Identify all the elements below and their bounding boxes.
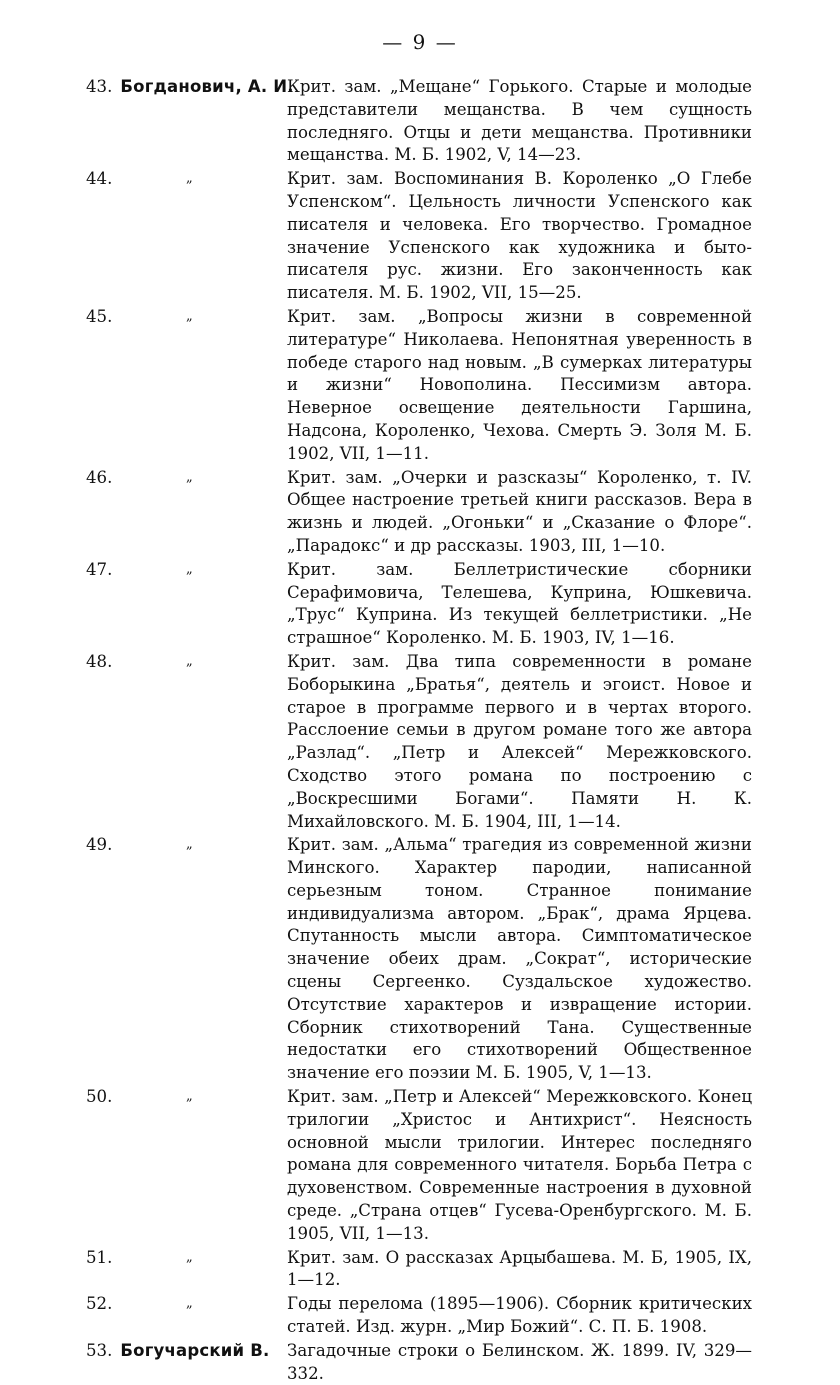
ditto-mark: „ xyxy=(186,837,193,853)
entry-52 xyxy=(0,1293,840,1339)
entry-number: 45. xyxy=(86,306,113,326)
ditto-mark: „ xyxy=(186,1296,193,1312)
entry-number: 49. xyxy=(86,835,113,855)
entry-number: 46. xyxy=(86,467,113,487)
entry-number: 47. xyxy=(86,559,113,579)
ditto-mark: „ xyxy=(186,469,193,485)
entry-number-text: 53. xyxy=(86,1340,113,1360)
entry-50 xyxy=(0,1086,840,1246)
bibliography-list xyxy=(0,76,840,1385)
entry-text: Крит. зам. Воспоминания В. Короленко „О Глебе Успенском“. Цельность личности Успенского как писателя и человека. Его творчество. Громадное значение Успенского как художника и быто-писателя рус. жизни. Его законченность как писателя. М. Б. 1902, VII, 15—25. xyxy=(287,169,752,303)
entry-45 xyxy=(0,306,840,466)
entry-47 xyxy=(0,559,840,650)
entry-number: 48. xyxy=(86,651,113,671)
ditto-mark: „ xyxy=(186,561,193,577)
ditto-mark: „ xyxy=(186,1249,193,1265)
entry-text: Крит. зам. „Альма“ трагедия из современной жизни Минского. Характер пародии, написанной серьезным тоном. Странное понимание индивидуализма автором. „Брак“, драма Ярцева. Спутанность мысли автора. Симптоматическое значение обеих драм. „Сократ“, исторические сцены Сергеенко. Суздальское художество. Отсутствие характеров и извращение истории. Сборник стихотворений Тана. Существенные недостатки его стихотворений Общественное значение его поэзии М. Б. 1905, V, 1—13. xyxy=(287,835,752,1083)
entry-number xyxy=(86,1340,269,1363)
entry-text: Крит. зам. „Мещане“ Горького. Старые и молодые представители мещанства. В чем сущность последняго. Отцы и дети мещанства. Противники мещанства. М. Б. 1902, V, 14—23. xyxy=(287,77,752,165)
entry-number xyxy=(86,76,294,99)
entry-author: Богданович, А. И. xyxy=(120,77,294,96)
entry-44 xyxy=(0,168,840,305)
entry-number: 50. xyxy=(86,1087,113,1107)
entry-author: Богучарский В. xyxy=(120,1340,270,1360)
ditto-mark: „ xyxy=(186,1089,193,1105)
entry-text: Крит. зам. „Вопросы жизни в современной литературе“ Николаева. Непонятная уверенность в победе старого над новым. „В сумерках литературы и жизни“ Новополина. Пессимизм автора. Неверное освещение деятельности Гаршина, Надсона, Короленко, Чехова. Смерть Э. Золя М. Б. 1902, VII, 1—11. xyxy=(287,306,752,463)
entry-text: Крит. зам. „Очерки и разсказы“ Короленко, т. IV. Общее настроение третьей книги рассказов. Вера в жизнь и людей. „Огоньки“ и „Сказание о Флоре“. „Парадокс“ и др рассказы. 1903, III, 1—10. xyxy=(287,467,752,555)
entry-43 xyxy=(0,76,840,167)
ditto-mark: „ xyxy=(186,308,193,324)
entry-46 xyxy=(0,467,840,558)
entry-text: Годы перелома (1895—1906). Сборник критических статей. Изд. журн. „Мир Божий“. С. П. Б. 1908. xyxy=(287,1294,752,1337)
entry-49 xyxy=(0,834,840,1085)
entry-51 xyxy=(0,1247,840,1293)
entry-number-text: 43. xyxy=(86,77,113,96)
entry-text: Крит. зам. „Петр и Алексей“ Мережковского. Конец трилогии „Христос и Антихрист“. Неясность основной мысли трилогии. Интерес последняго романа для современного читателя. Борьба Петра с духовенством. Современные настроения в духовной среде. „Страна отцев“ Гусева-Оренбургского. М. Б. 1905, VII, 1—13. xyxy=(287,1087,752,1243)
entry-number: 44. xyxy=(86,169,113,189)
entry-text: Крит. зам. Два типа современности в романе Боборыкина „Братья“, деятель и эгоист. Новое и старое в программе первого и в чертах второго. Расслоение семьи в другом романе того же автора „Разлад“. „Петр и Алексей“ Мережковского. Сходство этого романа по построению с „Воскресшими Богами“. Памяти Н. К. Михайловского. М. Б. 1904, III, 1—14. xyxy=(287,651,752,831)
entry-number: 52. xyxy=(86,1294,113,1314)
entry-text: Крит. зам. Беллетристические сборники Серафимовича, Телешева, Куприна, Юшкевича. „Трус“ Куприна. Из текущей беллетристики. „Не страшное“ Короленко. М. Б. 1903, IV, 1—16. xyxy=(287,559,752,648)
entry-number: 51. xyxy=(86,1247,113,1267)
ditto-mark: „ xyxy=(186,171,193,187)
ditto-mark: „ xyxy=(186,653,193,669)
entry-text: Крит. зам. О рассказах Арцыбашева. М. Б, 1905, IX, 1—12. xyxy=(287,1247,752,1290)
entry-text: Загадочные строки о Белинском. Ж. 1899. IV, 329—332. xyxy=(287,1340,752,1383)
entry-48 xyxy=(0,651,840,833)
page-number: — 9 — xyxy=(382,30,458,54)
entry-53 xyxy=(0,1340,840,1385)
